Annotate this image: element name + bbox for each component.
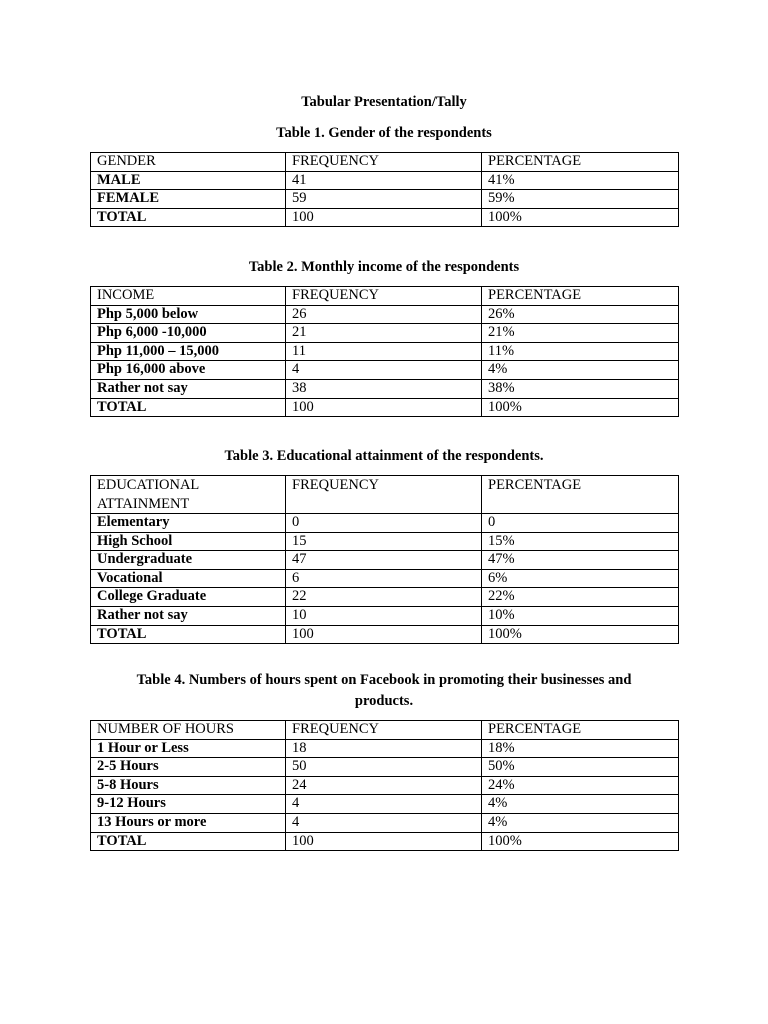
percentage-cell: 10%: [482, 606, 679, 625]
table-row: [91, 208, 679, 227]
frequency-cell: 0: [286, 514, 482, 533]
frequency-cell: 6: [286, 569, 482, 588]
table-row: [91, 342, 679, 361]
table-row: [91, 832, 679, 851]
row-label: TOTAL: [91, 832, 286, 851]
column-header: FREQUENCY: [286, 287, 482, 306]
facebook-hours-table: [90, 720, 679, 851]
frequency-cell: 11: [286, 342, 482, 361]
row-label: 1 Hour or Less: [91, 739, 286, 758]
frequency-cell: 100: [286, 832, 482, 851]
row-label: Php 11,000 – 15,000: [91, 342, 286, 361]
percentage-cell: 15%: [482, 532, 679, 551]
row-label: College Graduate: [91, 588, 286, 607]
frequency-cell: 21: [286, 324, 482, 343]
row-label: Elementary: [91, 514, 286, 533]
row-label: Php 16,000 above: [91, 361, 286, 380]
percentage-cell: 100%: [482, 398, 679, 417]
frequency-cell: 18: [286, 739, 482, 758]
frequency-cell: 10: [286, 606, 482, 625]
table-1-caption: Table 1. Gender of the respondents: [276, 125, 492, 141]
frequency-cell: 59: [286, 190, 482, 209]
header-row: [91, 287, 679, 306]
header-row: [91, 153, 679, 172]
percentage-cell: 100%: [482, 625, 679, 644]
page-title: Tabular Presentation/Tally: [301, 94, 467, 110]
column-header: PERCENTAGE: [482, 287, 679, 306]
table-row: [91, 324, 679, 343]
percentage-cell: 50%: [482, 758, 679, 777]
table-row: [91, 551, 679, 570]
percentage-cell: 24%: [482, 776, 679, 795]
row-label: FEMALE: [91, 190, 286, 209]
percentage-cell: 38%: [482, 379, 679, 398]
table-row: [91, 739, 679, 758]
gender-table: [90, 152, 679, 227]
percentage-cell: 22%: [482, 588, 679, 607]
column-header: PERCENTAGE: [482, 721, 679, 740]
frequency-cell: 38: [286, 379, 482, 398]
table-row: [91, 795, 679, 814]
table-row: [91, 588, 679, 607]
frequency-cell: 50: [286, 758, 482, 777]
frequency-cell: 100: [286, 625, 482, 644]
education-table: [90, 475, 679, 644]
row-label: MALE: [91, 171, 286, 190]
frequency-cell: 24: [286, 776, 482, 795]
percentage-cell: 4%: [482, 361, 679, 380]
table-row: [91, 606, 679, 625]
column-header: PERCENTAGE: [482, 153, 679, 172]
frequency-cell: 22: [286, 588, 482, 607]
table-row: [91, 625, 679, 644]
percentage-cell: 11%: [482, 342, 679, 361]
percentage-cell: 26%: [482, 305, 679, 324]
percentage-cell: 0: [482, 514, 679, 533]
row-label: 2-5 Hours: [91, 758, 286, 777]
table-row: [91, 532, 679, 551]
table-row: [91, 171, 679, 190]
table-row: [91, 305, 679, 324]
row-label: Php 6,000 -10,000: [91, 324, 286, 343]
column-header: GENDER: [91, 153, 286, 172]
column-header: FREQUENCY: [286, 721, 482, 740]
percentage-cell: 100%: [482, 832, 679, 851]
row-label: 9-12 Hours: [91, 795, 286, 814]
row-label: TOTAL: [91, 398, 286, 417]
percentage-cell: 18%: [482, 739, 679, 758]
row-label: TOTAL: [91, 208, 286, 227]
frequency-cell: 4: [286, 795, 482, 814]
percentage-cell: 6%: [482, 569, 679, 588]
table-row: [91, 361, 679, 380]
percentage-cell: 4%: [482, 813, 679, 832]
column-header: FREQUENCY: [286, 153, 482, 172]
table-2-caption: Table 2. Monthly income of the respondents: [248, 259, 520, 275]
table-row: [91, 190, 679, 209]
row-label: Rather not say: [91, 606, 286, 625]
row-label: Php 5,000 below: [91, 305, 286, 324]
percentage-cell: 47%: [482, 551, 679, 570]
table-row: [91, 569, 679, 588]
column-header: EDUCATIONAL ATTAINMENT: [91, 476, 286, 514]
table-row: [91, 776, 679, 795]
percentage-cell: 4%: [482, 795, 679, 814]
frequency-cell: 100: [286, 398, 482, 417]
row-label: Vocational: [91, 569, 286, 588]
frequency-cell: 15: [286, 532, 482, 551]
frequency-cell: 26: [286, 305, 482, 324]
frequency-cell: 41: [286, 171, 482, 190]
frequency-cell: 100: [286, 208, 482, 227]
percentage-cell: 59%: [482, 190, 679, 209]
column-header: INCOME: [91, 287, 286, 306]
column-header: FREQUENCY: [286, 476, 482, 514]
table-4-caption: Table 4. Numbers of hours spent on Facebook in promoting their businesses and products.: [136, 672, 632, 709]
table-3-caption: Table 3. Educational attainment of the respondents.: [224, 448, 544, 464]
percentage-cell: 21%: [482, 324, 679, 343]
row-label: TOTAL: [91, 625, 286, 644]
percentage-cell: 100%: [482, 208, 679, 227]
row-label: 13 Hours or more: [91, 813, 286, 832]
row-label: 5-8 Hours: [91, 776, 286, 795]
frequency-cell: 47: [286, 551, 482, 570]
column-header: NUMBER OF HOURS: [91, 721, 286, 740]
table-row: [91, 758, 679, 777]
percentage-cell: 41%: [482, 171, 679, 190]
header-row: [91, 721, 679, 740]
header-row: [91, 476, 679, 514]
frequency-cell: 4: [286, 813, 482, 832]
row-label: High School: [91, 532, 286, 551]
table-row: [91, 514, 679, 533]
table-row: [91, 813, 679, 832]
table-row: [91, 398, 679, 417]
frequency-cell: 4: [286, 361, 482, 380]
table-row: [91, 379, 679, 398]
row-label: Rather not say: [91, 379, 286, 398]
row-label: Undergraduate: [91, 551, 286, 570]
column-header: PERCENTAGE: [482, 476, 679, 514]
income-table: [90, 286, 679, 417]
